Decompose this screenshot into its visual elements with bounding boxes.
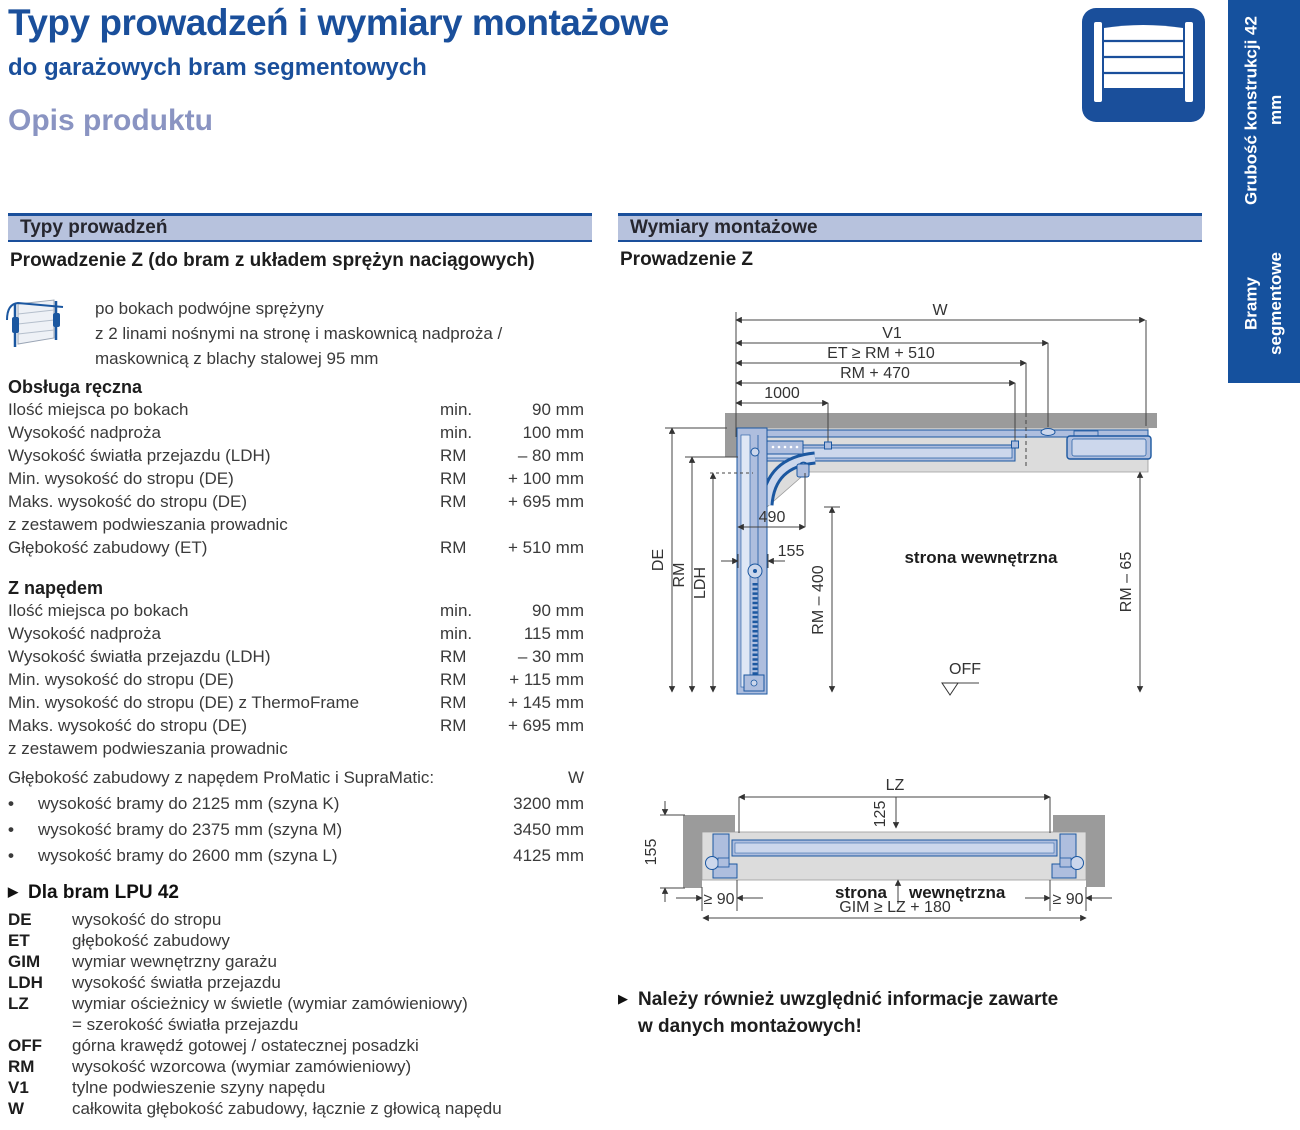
legend-row: W całkowita głębokość zabudowy, łącznie z głowicą napędu: [8, 1099, 502, 1118]
dim-label-rm65: RM – 65: [1118, 551, 1135, 613]
list-item: • wysokość bramy do 2375 mm (szyna M) 3450 mm: [8, 820, 584, 839]
legend-row: = szerokość światła przejazdu: [72, 1015, 299, 1034]
table-row: Wysokość nadproża min. 100 mm: [8, 423, 584, 442]
table-row: Wysokość światła przejazdu (LDH) RM – 30 mm: [8, 647, 584, 666]
with-drive-title: Z napędem: [8, 578, 104, 598]
table-row: Wysokość światła przejazdu (LDH) RM – 80 mm: [8, 446, 584, 465]
list-item: • wysokość bramy do 2600 mm (szyna L) 4125 mm: [8, 846, 584, 865]
side-tab-line2: Grubość konstrukcji 42 mm: [1241, 15, 1285, 205]
legend-row: RM wysokość wzorcowa (wymiar zamówieniowy): [8, 1057, 412, 1076]
track-z-title: Prowadzenie Z (do bram z układem sprężyn naciągowych): [10, 250, 535, 271]
pointer-icon: ▶: [618, 991, 628, 1006]
legend-row: OFF górna krawędź gotowej / ostatecznej posadzki: [8, 1036, 419, 1055]
sectional-door-icon: [1082, 8, 1205, 122]
inner-side-label: strona wewnętrzna: [904, 548, 1058, 567]
note-line: w danych montażowych!: [638, 1016, 862, 1037]
side-tab-line1: Bramy segmentowe: [1241, 252, 1285, 356]
dim-label-155: 155: [777, 543, 805, 560]
table-row: Maks. wysokość do stropu (DE) RM + 695 mm: [8, 492, 584, 511]
dim-label-et: ET ≥ RM + 510: [827, 345, 935, 362]
side-tab: [1228, 0, 1300, 383]
legend-row: ET głębokość zabudowy: [8, 931, 230, 950]
note-line: Należy również uwzględnić informacje zawarte: [638, 989, 1059, 1010]
dim-label-ldh: LDH: [692, 566, 709, 600]
legend-row: DE wysokość do stropu: [8, 910, 222, 929]
installation-side-view-diagram: [615, 295, 1215, 715]
dim-label-w: W: [932, 302, 948, 319]
section-title: Opis produktu: [8, 104, 213, 137]
table-row: z zestawem podwieszania prowadnic: [8, 515, 288, 534]
legend-row: LZ wymiar ościeżnicy w świetle (wymiar zamówieniowy): [8, 994, 468, 1013]
dim-label-v1: V1: [882, 325, 902, 342]
installation-plan-view-diagram: [615, 770, 1215, 960]
manual-operation-title: Obsługa ręczna: [8, 377, 143, 397]
table-row: Min. wysokość do stropu (DE) RM + 115 mm: [8, 670, 584, 689]
dim-label-gim: GIM ≥ LZ + 180: [839, 899, 951, 916]
table-row: z zestawem podwieszania prowadnic: [8, 739, 288, 758]
bar-mounting-dimensions: Wymiary montażowe: [618, 213, 1202, 242]
table-row: Wysokość nadproża min. 115 mm: [8, 624, 584, 643]
dim-label-90-right: ≥ 90: [1052, 891, 1084, 908]
pointer-icon: ▶: [8, 884, 18, 899]
side-tab-text: [1228, 0, 1300, 383]
dim-label-490: 490: [758, 509, 786, 526]
dim-label-90-left: ≥ 90: [703, 891, 735, 908]
manual-operation-table: [8, 377, 584, 561]
mounting-data-note: [618, 986, 1188, 1040]
table-row: Min. wysokość do stropu (DE) RM + 100 mm: [8, 469, 584, 488]
inner-side-label-left: strona: [835, 883, 887, 902]
abbreviation-legend: [8, 910, 584, 1120]
with-drive-table: [8, 578, 584, 762]
drive-depth-list: [8, 768, 584, 872]
mounting-z-title: Prowadzenie Z: [620, 249, 754, 270]
list-header-row: Głębokość zabudowy z napędem ProMatic i SupraMatic: W: [8, 768, 584, 787]
page-subtitle: do garażowych bram segmentowych: [8, 54, 427, 81]
description-line: po bokach podwójne sprężyny: [95, 299, 324, 318]
description-line: maskownicą z blachy stalowej 95 mm: [95, 349, 379, 368]
unit-w: W: [567, 768, 584, 787]
track-z-icon: [4, 294, 68, 354]
bullet-icon: •: [8, 820, 14, 839]
table-row: Min. wysokość do stropu (DE) z ThermoFrame RM + 145 mm: [8, 693, 584, 712]
page-title: Typy prowadzeń i wymiary montażowe: [8, 2, 669, 43]
bullet-icon: •: [8, 846, 14, 865]
dim-label-lz: LZ: [885, 777, 905, 794]
legend-row: LDH wysokość światła przejazdu: [8, 973, 281, 992]
lpu-note: [8, 882, 179, 904]
bar-track-types: Typy prowadzeń: [8, 213, 592, 242]
table-row: Ilość miejsca po bokach min. 90 mm: [8, 601, 584, 620]
list-item: • wysokość bramy do 2125 mm (szyna K) 3200 mm: [8, 794, 584, 813]
dim-label-1000: 1000: [764, 385, 800, 402]
off-level-label: OFF: [949, 661, 981, 678]
lpu-note-text: Dla bram LPU 42: [28, 882, 179, 903]
dim-label-rm: RM: [671, 562, 688, 588]
door-panel-section: [732, 840, 1057, 856]
inner-side-label-right: wewnętrzna: [909, 883, 1006, 902]
dim-label-155: 155: [643, 838, 660, 866]
legend-row: GIM wymiar wewnętrzny garażu: [8, 952, 278, 971]
dim-label-rm400: RM – 400: [810, 565, 827, 635]
dim-label-de: DE: [650, 548, 667, 572]
legend-row: V1 tylne podwieszenie szyny napędu: [8, 1078, 326, 1097]
track-z-description: [95, 296, 502, 371]
table-row: Maks. wysokość do stropu (DE) RM + 695 mm: [8, 716, 584, 735]
dim-label-125: 125: [872, 800, 889, 828]
table-row: Ilość miejsca po bokach min. 90 mm: [8, 400, 584, 419]
table-row: Głębokość zabudowy (ET) RM + 510 mm: [8, 538, 584, 557]
dim-label-rm470: RM + 470: [840, 365, 910, 382]
bullet-icon: •: [8, 794, 14, 813]
description-line: z 2 linami nośnymi na stronę i maskownicą nadproża /: [95, 324, 503, 343]
